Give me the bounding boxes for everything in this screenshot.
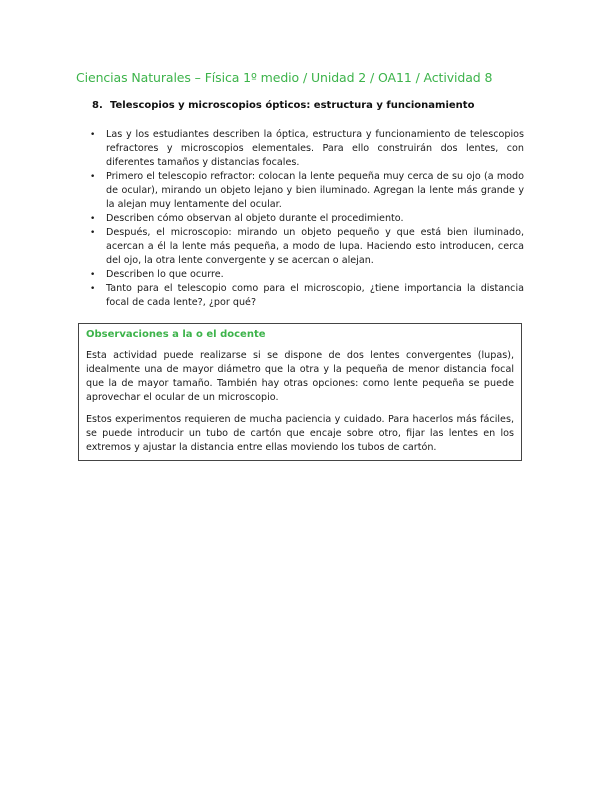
list-item <box>90 226 524 268</box>
list-item <box>90 170 524 212</box>
bullet-icon: • <box>90 284 96 294</box>
list-item <box>90 268 524 282</box>
bullet-icon: • <box>90 130 96 140</box>
list-item <box>90 128 524 170</box>
list-item-text: Describen cómo observan al objeto durante el procedimiento. <box>106 213 404 224</box>
list-item <box>90 282 524 310</box>
list-item-text: Las y los estudiantes describen la óptica, estructura y funcionamiento de telescopios refractores y microscopios elementales. Para ello construirán dos lentes, con diferentes tamaños y distancias focales. <box>106 129 524 168</box>
observations-paragraph: Estos experimentos requieren de mucha paciencia y cuidado. Para hacerlos más fáciles, se puede introducir un tubo de cartón que encaje sobre otro, fijar las lentes en los extremos y ajustar la distancia entre ellas moviendo los tubos de cartón. <box>86 414 514 453</box>
bullet-icon: • <box>90 214 96 224</box>
page-header-breadcrumb: Ciencias Naturales – Física 1º medio / Unidad 2 / OA11 / Actividad 8 <box>76 70 493 85</box>
activity-bullet-list <box>90 128 524 310</box>
list-item-text: Describen lo que ocurre. <box>106 269 224 280</box>
list-item-text: Primero el telescopio refractor: colocan la lente pequeña muy cerca de su ojo (a modo de ocular), mirando un objeto lejano y bien iluminado. Agregan la lente más grande y la alejan muy lentamente del ocular. <box>106 171 524 210</box>
bullet-icon: • <box>90 172 96 182</box>
list-item-text: Después, el microscopio: mirando un objeto pequeño y que está bien iluminado, acercan a él la lente más pequeña, a modo de lupa. Haciendo esto introducen, cerca del ojo, la otra lente convergente y se acercan o alejan. <box>106 227 524 266</box>
list-item-text: Tanto para el telescopio como para el microscopio, ¿tiene importancia la distancia focal de cada lente?, ¿por qué? <box>106 283 524 308</box>
observations-title: Observaciones a la o el docente <box>86 329 266 340</box>
teacher-observations-box <box>78 323 522 461</box>
section-title <box>92 100 532 111</box>
section-title-text: Telescopios y microscopios ópticos: estructura y funcionamiento <box>110 100 475 111</box>
observations-paragraph: Esta actividad puede realizarse si se dispone de dos lentes convergentes (lupas), idealmente una de mayor diámetro que la otra y la pequeña de menor distancia focal que la de mayor tamaño. También hay otras opciones: como lente pequeña se puede aprovechar el ocular de un microscopio. <box>86 350 514 403</box>
bullet-icon: • <box>90 270 96 280</box>
bullet-icon: • <box>90 228 96 238</box>
section-number: 8. <box>92 100 103 111</box>
list-item <box>90 212 524 226</box>
